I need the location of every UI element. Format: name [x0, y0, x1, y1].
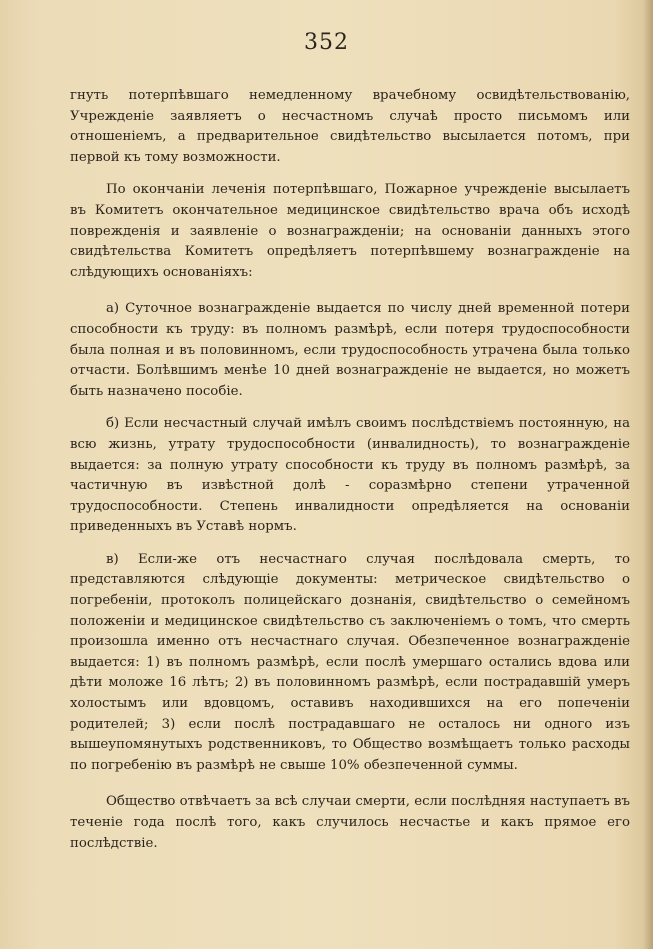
paragraph-item-b: б) Если несчастный случай имѣлъ своимъ послѣдствіемъ постоянную, на всю жизнь, утрату трудоспособности (инвалидность), то вознагражденіе выдается: за полную утрату способности къ труду въ полномъ размѣрѣ, за частичную въ извѣстной долѣ - соразмѣрно степени утраченной трудоспособности. Степень инвалидности опредѣляется на основаніи приведенныхъ въ Уставѣ нормъ. [70, 416, 630, 535]
paragraph-treatment-end: По окончаніи леченія потерпѣвшаго, Пожарное учрежденіе высылаетъ въ Комитетъ окончательное медицинское свидѣтельство врача объ исходѣ поврежденія и заявленіе о вознагражденіи; на основаніи данныхъ этого свидѣтельства Комитетъ опредѣляетъ потерпѣвшему вознагражденіе на слѣдующихъ основаніяхъ: [70, 182, 630, 280]
paragraph-item-a: а) Суточное вознагражденіе выдается по числу дней временной потери способности къ труду: въ полномъ размѣрѣ, если потеря трудоспособности была полная и въ половинномъ, если трудоспособность утрачена была только отчасти. Болѣвшимъ менѣе 10 дней вознагражденіе не выдается, но можетъ быть назначено пособіе. [70, 301, 630, 399]
paragraph-continuation: гнуть потерпѣвшаго немедленному врачебному освидѣтельствованію, Учрежденіе заявляетъ о несчастномъ случаѣ просто письмомъ или отношеніемъ, а предварительное свидѣтельство высылается потомъ, при первой къ тому возможности. [70, 88, 630, 165]
paragraph-item-v: в) Если-же отъ несчастнаго случая послѣдовала смерть, то представляются слѣдующіе документы: метрическое свидѣтельство о погребеніи, протоколъ полицейскаго дознанія, свидѣтельство о семейномъ положеніи и медицинское свидѣтельство съ заключеніемъ о томъ, что смерть произошла именно отъ несчастнаго случая. Обезпеченное вознагражденіе выдается: 1) въ полномъ размѣрѣ, если послѣ умершаго остались вдова или дѣти моложе 16 лѣтъ; 2) въ половинномъ размѣрѣ, если пострадавшій умеръ холостымъ или вдовцомъ, оставивъ находившихся на его попеченіи родителей; 3) если послѣ пострадавшаго не осталось ни одного изъ вышеупомянутыхъ родственниковъ, то Общество возмѣщаетъ только расходы по погребенію въ размѣрѣ не свыше 10% обезпеченной суммы. [70, 551, 630, 773]
page-edge-shadow [643, 0, 653, 949]
paragraph-liability: Общество отвѣчаетъ за всѣ случаи смерти, если послѣдняя наступаетъ въ теченіе года послѣ того, какъ случилось несчастье и какъ прямое его послѣдствіе. [70, 794, 630, 851]
page-body [70, 86, 630, 854]
page-number: 352 [304, 30, 349, 55]
